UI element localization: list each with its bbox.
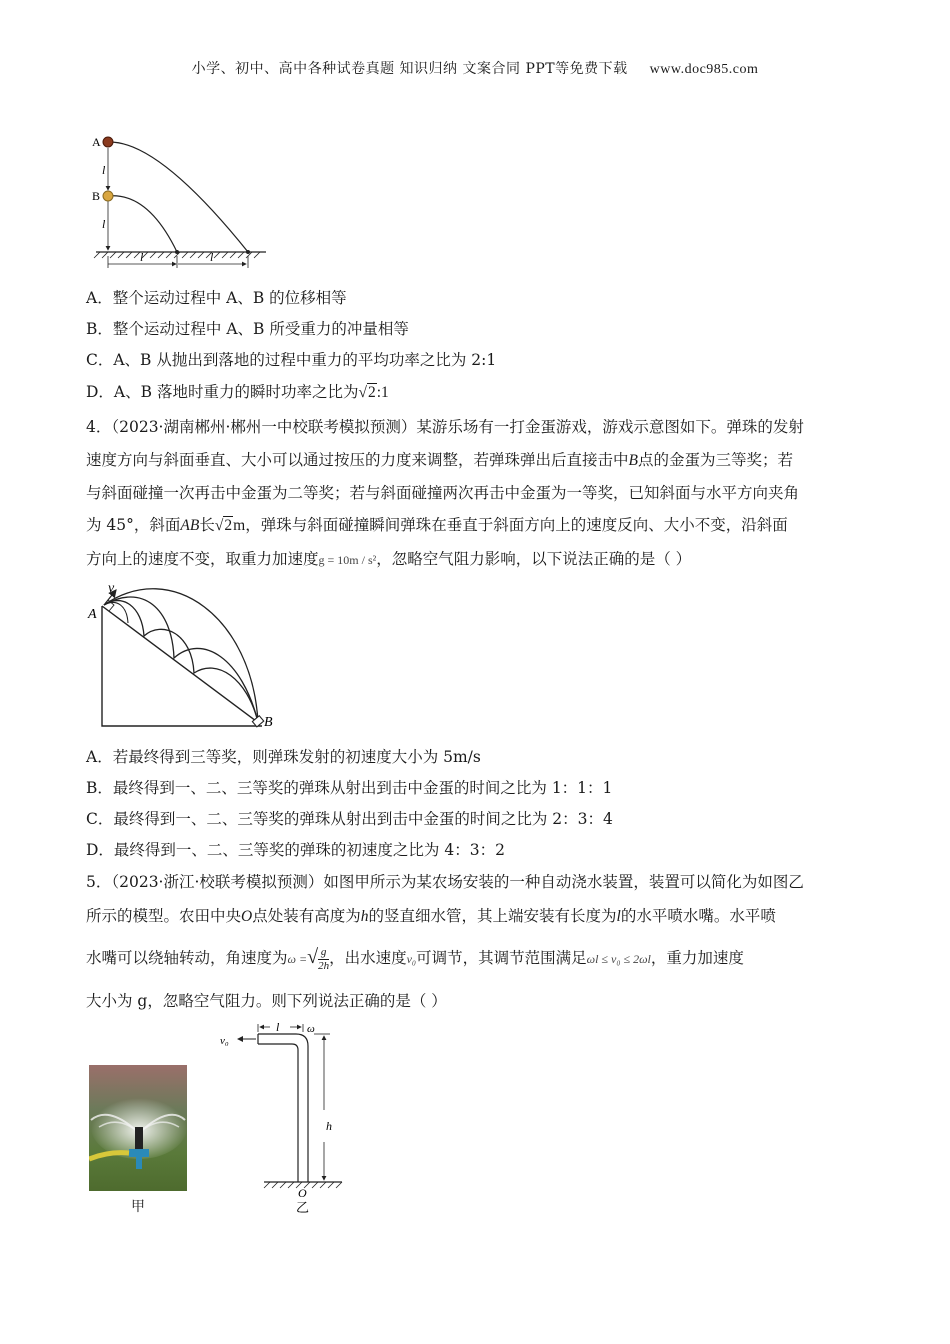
figure-incline-game [82, 578, 282, 736]
fig2-label-v: v [108, 581, 115, 596]
header-text: 小学、初中、高中各种试卷真题 知识归纳 文案合同 PPT等免费下载 [191, 61, 628, 77]
q4-option-a[interactable]: A．若最终得到三等奖，则弹珠发射的初速度大小为 5m/s [86, 748, 481, 766]
q5-stem-line2: 所示的模型。农田中央O点处装有高度为h的竖直细水管，其上端安装有长度为l的水平喷水嘴。水平喷 [86, 907, 776, 925]
q3-option-c[interactable]: C．A、B 从抛出到落地的过程中重力的平均功率之比为 2:1 [86, 351, 497, 369]
page-header [0, 58, 950, 78]
q3-option-d[interactable]: D．A、B 落地时重力的瞬时功率之比为√2:1 [86, 383, 389, 401]
q4-option-d[interactable]: D．最终得到一、二、三等奖的弹珠的初速度之比为 4：3：2 [86, 841, 505, 859]
figure-projectile-ab [88, 130, 278, 270]
q4-stem-line5: 方向上的速度不变，取重力加速度g = 10m / s²，忽略空气阻力影响，以下说法正确的是（ ） [86, 550, 692, 568]
fig3-label-v0: v₀ [220, 1035, 229, 1047]
fig1-label-l-left: l [140, 250, 144, 264]
q5-stem-line3: 水嘴可以绕轴转动，角速度为ω =√ $\frac{g}{2h}$ ，出水速度v₀可调节，其调节范围满足ωl ≤ v₀ ≤ 2ωl，重力加速度 [86, 945, 744, 972]
header-url[interactable]: www.doc985.com [649, 62, 759, 77]
q5-stem-line4: 大小为 g，忽略空气阻力。则下列说法正确的是（ ） [86, 992, 447, 1010]
ball-b [103, 191, 113, 201]
caption-yi: 乙 [296, 1200, 310, 1215]
fig1-label-l-bottom: l [102, 217, 106, 231]
q3-option-b[interactable]: B．整个运动过程中 A、B 所受重力的冲量相等 [86, 320, 409, 338]
q4-stem-line4: 为 45°，斜面AB长√2m，弹珠与斜面碰撞瞬间弹珠在垂直于斜面方向上的速度反向、大小不变，沿斜面 [86, 516, 788, 534]
q4-stem-line2: 速度方向与斜面垂直、大小可以通过按压的力度来调整，若弹珠弹出后直接击中B点的金蛋为三等奖；若 [86, 451, 793, 469]
fig3-label-o: O [298, 1186, 307, 1200]
fig1-label-b: B [92, 189, 101, 203]
q3-option-a[interactable]: A．整个运动过程中 A、B 的位移相等 [86, 289, 347, 307]
fig3-label-h: h [326, 1119, 332, 1133]
figure-sprinkler-model [218, 1020, 358, 1216]
q5-stem-line1: 5．（2023·浙江·校联考模拟预测）如图甲所示为某农场安装的一种自动浇水装置，装置可以简化为如图乙 [86, 873, 804, 891]
q4-stem-line1: 4．（2023·湖南郴州·郴州一中校联考模拟预测）某游乐场有一打金蛋游戏，游戏示意图如下。弹珠的发射 [86, 418, 804, 436]
fig1-label-a: A [92, 135, 101, 149]
q4-stem-line3: 与斜面碰撞一次再击中金蛋为二等奖；若与斜面碰撞两次再击中金蛋为一等奖，已知斜面与水平方向夹角 [86, 484, 800, 502]
fig2-label-a: A [88, 607, 97, 622]
fig3-label-l: l [276, 1020, 280, 1034]
omega-fraction: $\frac{g}{2h}$ [318, 945, 330, 972]
q4-option-b[interactable]: B．最终得到一、二、三等奖的弹珠从射出到击中金蛋的时间之比为 1：1：1 [86, 779, 613, 797]
fig1-label-l-top: l [102, 163, 106, 177]
fig3-label-omega: ω [307, 1023, 315, 1035]
ball-a [103, 137, 113, 147]
caption-jia: 甲 [131, 1199, 145, 1215]
fig1-label-l-right: l [210, 250, 214, 264]
q4-option-c[interactable]: C．最终得到一、二、三等奖的弹珠从射出到击中金蛋的时间之比为 2：3：4 [86, 810, 613, 828]
fig2-label-b: B [264, 715, 273, 730]
sprinkler-photo [89, 1065, 187, 1191]
